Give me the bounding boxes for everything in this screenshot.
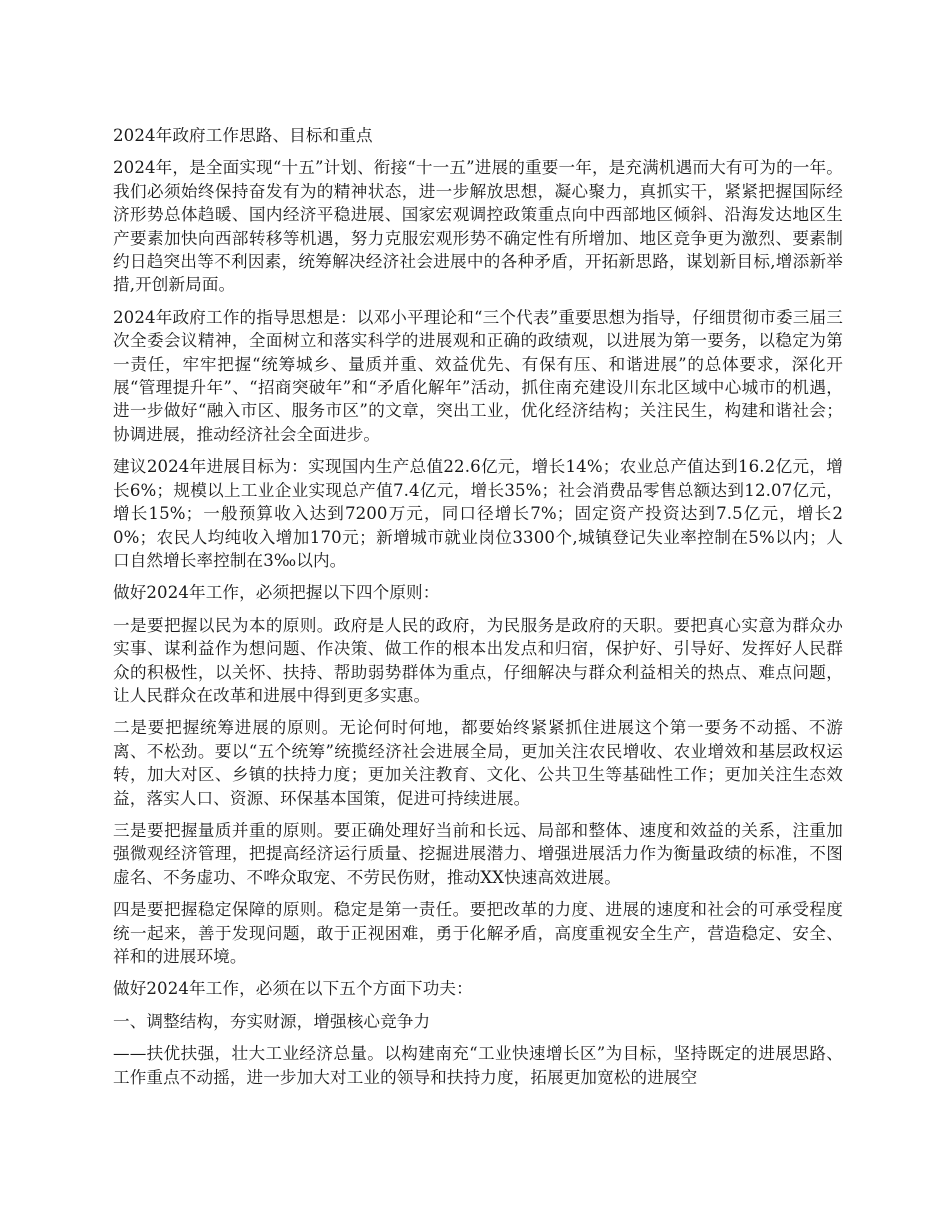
paragraph-aspects-heading: 做好2024年工作，必须在以下五个方面下功夫： (113, 979, 473, 999)
paragraph-targets: 建议2024年进展目标为：实现国内生产总值22.6亿元，增长14%；农业总产值达到16.2亿元，增长6%；规模以上工业企业实现总产值7.4亿元，增长35%；社会消费品零售总额达到12.07亿元，增长15%；一般预算收入达到7200万元，同口径增长7%；固定资产投资达到7.5亿元，增长20%；农民人均纯收入增加170元；新增城市就业岗位3300个,城镇登记失业率控制在5%以内；人口自然增长率控制在3‰以内。 (113, 457, 843, 570)
paragraph-principles-heading: 做好2024年工作，必须把握以下四个原则： (113, 583, 440, 603)
document-body (113, 124, 843, 1098)
paragraph-principle-1: 一是要把握以民为本的原则。政府是人民的政府，为民服务是政府的天职。要把真心实意为群众办实事、谋利益作为想问题、作决策、做工作的根本出发点和归宿，保护好、引导好、发挥好人民群众的积极性，以关怀、扶持、帮助弱势群体为重点，仔细解决与群众利益相关的热点、难点问题，让人民群众在改革和进展中得到更多实惠。 (113, 615, 843, 705)
document-title: 2024年政府工作思路、目标和重点 (113, 126, 373, 145)
paragraph-guiding-thought: 2024年政府工作的指导思想是：以邓小平理论和“三个代表”重要思想为指导，仔细贯彻市委三届三次全委会议精神，全面树立和落实科学的进展观和正确的政绩观，以进展为第一要务，以稳定为第一责任，牢牢把握“统筹城乡、量质并重、效益优先、有保有压、和谐进展”的总体要求，深化开展“管理提升年”、“招商突破年”和“矛盾化解年”活动，抓住南充建设川东北区域中心城市的机遇，进一步做好“融入市区、服务市区”的文章，突出工业，优化经济结构；关注民生，构建和谐社会；协调进展，推动经济社会全面进步。 (113, 307, 843, 444)
paragraph-principle-3: 三是要把握量质并重的原则。要正确处理好当前和长远、局部和整体、速度和效益的关系，注重加强微观经济管理，把提高经济运行质量、挖掘进展潜力、增强进展活力作为衡量政绩的标准，不图虚名、不务虚功、不哗众取宠、不劳民伤财，推动XX快速高效进展。 (113, 820, 843, 887)
paragraph-intro: 2024年，是全面实现“十五”计划、衔接“十一五”进展的重要一年，是充满机遇而大有可为的一年。我们必须始终保持奋发有为的精神状态，进一步解放思想，凝心聚力，真抓实干，紧紧把握国际经济形势总体趋暖、国内经济平稳进展、国家宏观调控政策重点向中西部地区倾斜、沿海发达地区生产要素加快向西部转移等机遇，努力克服宏观形势不确定性有所增加、地区竞争更为激烈、要素制约日趋突出等不利因素，统筹解决经济社会进展中的各种矛盾，开拓新思路，谋划新目标,增添新举措,开创新局面。 (113, 158, 843, 295)
paragraph-industry: ——扶优扶强，壮大工业经济总量。以构建南充“工业快速增长区”为目标，坚持既定的进展思路、工作重点不动摇，进一步加大对工业的领导和扶持力度，拓展更加宽松的进展空 (113, 1044, 843, 1087)
section-heading-1: 一、调整结构，夯实财源，增强核心竞争力 (113, 1011, 431, 1031)
paragraph-principle-4: 四是要把握稳定保障的原则。稳定是第一责任。要把改革的力度、进展的速度和社会的可承受程度统一起来，善于发现问题，敢于正视困难，勇于化解矛盾，高度重视安全生产，营造稳定、安全、祥和的进展环境。 (113, 900, 843, 966)
paragraph-principle-2: 二是要把握统筹进展的原则。无论何时何地，都要始终紧紧抓住进展这个第一要务不动摇、不游离、不松劲。要以“五个统筹”统揽经济社会进展全局，更加关注农民增收、农业增效和基层政权运转，加大对区、乡镇的扶持力度；更加关注教育、文化、公共卫生等基础性工作；更加关注生态效益，落实人口、资源、环保基本国策，促进可持续进展。 (113, 718, 843, 808)
